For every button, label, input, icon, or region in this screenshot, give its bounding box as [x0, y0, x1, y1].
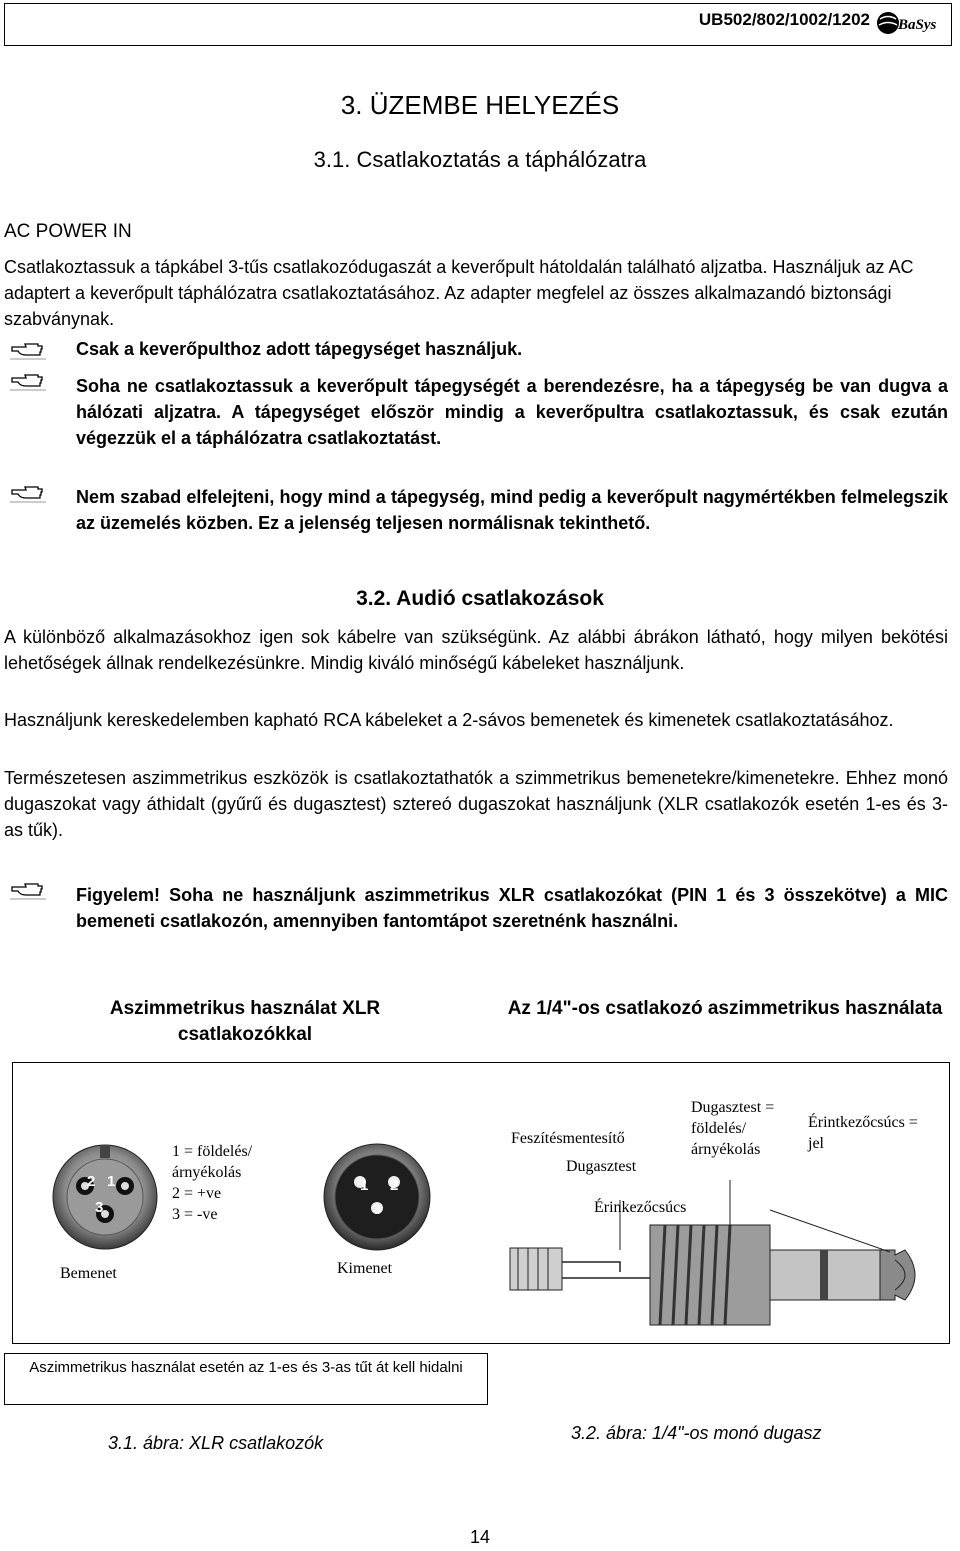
strain-relief-label: Feszítésmentesítő [511, 1130, 625, 1147]
pin-label: 1 [360, 1177, 369, 1194]
logo-text: BaSys [898, 17, 937, 33]
power-paragraph: Csatlakoztassuk a tápkábel 3-tűs csatlakozódugaszát a keverőpult hátoldalán található aljzatba. Használjuk az AC adaptert a keverőpult táphálózatra csatlakoztatásához. Az adapter megfelel az összes alkalmazandó biztonsági szabványnak. [4, 257, 914, 329]
pointing-hand-icon [10, 338, 46, 360]
sleeve-eq-line-1: Dugasztest = [691, 1099, 775, 1116]
pointing-hand-icon [10, 481, 46, 503]
note-3: Nem szabad elfelejteni, hogy mind a tápegység, mind pedig a keverőpult nagymértékben felmelegszik az üzemelés közben. Ez a jelenség teljesen normálisnak tekinthető. [76, 487, 948, 533]
tip-eq-line-1: Érintkezőcsúcs = [808, 1114, 918, 1131]
audio-paragraph-3: Természetesen aszimmetrikus eszközök is csatlakoztathatók a szimmetrikus bemenetekre/kimenetekre. Ehhez monó dugaszokat vagy áthidalt (gyűrű és dugasztest) sztereó dugaszokat használjunk (XLR csatlakozók esetén 1-es és 3-as tűk). [4, 768, 948, 840]
pointing-hand-icon [10, 878, 46, 900]
xlr-output-connector-icon [318, 1142, 436, 1252]
figure-caption-3-2: 3.2. ábra: 1/4"-os monó dugasz [571, 1423, 822, 1443]
legend-line-3: 2 = +ve [172, 1185, 222, 1202]
xlr-input-label: Bemenet [60, 1265, 117, 1282]
note-1: Csak a keverőpulthoz adott tápegységet használjuk. [76, 339, 523, 359]
legend-line-4: 3 = -ve [172, 1206, 218, 1223]
xlr-input-connector-icon [50, 1142, 160, 1252]
page-number: 14 [469, 1527, 491, 1547]
audio-paragraph-1: A különböző alkalmazásokhoz igen sok kábelre van szükségünk. Az alábbi ábrákon látható, hogy milyen bekötési lehetőségek állnak rendelkezésünkre. Mindig kiváló minőségű kábeleket használjunk. [4, 627, 948, 673]
document-code: UB502/802/1002/1202 [698, 10, 870, 29]
note-2: Soha ne csatlakoztassuk a keverőpult tápegységét a berendezésre, ha a tápegység be van dugva a hálózati aljzatra. A tápegységet először mindig a keverőpultra csatlakoztassuk, és csak ezután végezzük el a táphálózatra csatlakoztatást. [76, 376, 948, 448]
sleeve-eq-line-2: földelés/ [691, 1120, 747, 1137]
audio-paragraph-2: Használjunk kereskedelemben kapható RCA kábeleket a 2-sávos bemenetek és kimenetek csatlakoztatásához. [4, 710, 894, 730]
legend-line-2: árnyékolás [172, 1164, 242, 1181]
pointing-hand-icon [10, 369, 46, 391]
figure-title-xlr: Aszimmetrikus használat XLR csatlakozókkal [109, 998, 381, 1045]
pin-label: 3 [373, 1201, 382, 1218]
pin-label: 2 [87, 1173, 96, 1190]
mono-jack-plug-icon [500, 1180, 940, 1330]
legend-line-1: 1 = földelés/ [172, 1143, 253, 1160]
tip-contact-label: Érinkezőcsúcs [594, 1199, 687, 1216]
pin-label: 3 [95, 1199, 104, 1216]
xlr-output-label: Kimenet [337, 1260, 393, 1277]
pin-label: 2 [390, 1177, 399, 1194]
xlr-legend [172, 1141, 312, 1225]
tip-eq-line-2: jel [808, 1135, 824, 1152]
subheading-ac-power: AC POWER IN [4, 221, 132, 242]
figure-caption-3-1: 3.1. ábra: XLR csatlakozók [108, 1433, 324, 1453]
pin-label: 1 [107, 1173, 116, 1190]
sleeve-label: Dugasztest [566, 1158, 637, 1175]
tip-equals-label [808, 1112, 918, 1154]
bridging-caption: Aszimmetrikus használat esetén az 1-es és 3-as tűt át kell hidalni [4, 1353, 488, 1405]
chapter-title: 3. ÜZEMBE HELYEZÉS [340, 90, 620, 120]
basys-logo [874, 6, 946, 40]
sleeve-eq-line-3: árnyékolás [691, 1141, 761, 1158]
warning-note: Figyelem! Soha ne használjunk aszimmetrikus XLR csatlakozókat (PIN 1 és 3 összekötve) a MIC bemeneti csatlakozón, amennyiben fantomtápot szeretnénk használni. [76, 885, 948, 931]
section-title-3-2: 3.2. Audió csatlakozások [356, 587, 604, 610]
figure-title-jack: Az 1/4"-os csatlakozó aszimmetrikus használata [507, 998, 943, 1019]
section-title-3-1: 3.1. Csatlakoztatás a táphálózatra [313, 147, 647, 172]
sleeve-equals-label [691, 1097, 774, 1160]
